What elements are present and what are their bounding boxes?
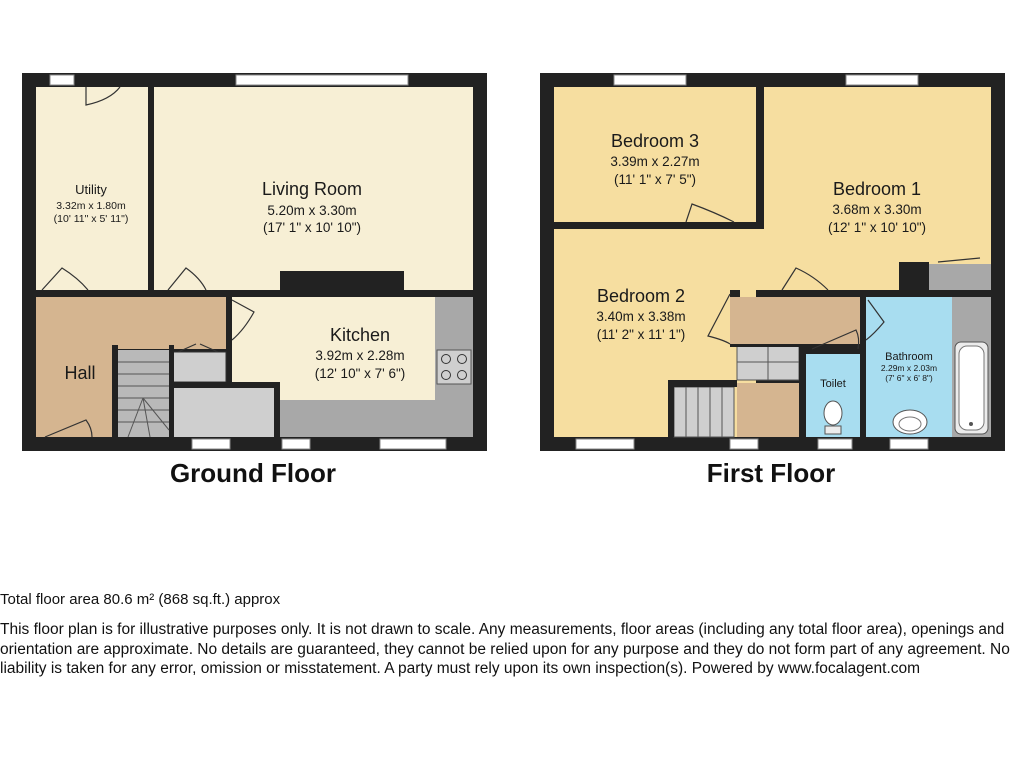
svg-text:2.29m x 2.03m: 2.29m x 2.03m bbox=[880, 363, 938, 373]
svg-text:5.20m x 3.30m: 5.20m x 3.30m bbox=[267, 203, 357, 218]
total-floor-area: Total floor area 80.6 m² (868 sq.ft.) approx bbox=[0, 591, 281, 608]
toilet-label: Toilet bbox=[820, 378, 846, 390]
svg-text:Living Room: Living Room bbox=[261, 179, 363, 199]
window bbox=[846, 75, 918, 85]
hob-icon bbox=[437, 350, 471, 384]
basin-icon bbox=[893, 410, 927, 434]
svg-text:(12' 1" x 10' 10"): (12' 1" x 10' 10") bbox=[827, 220, 927, 235]
window bbox=[192, 439, 230, 449]
svg-text:3.92m x 2.28m: 3.92m x 2.28m bbox=[315, 348, 405, 363]
bathtub-icon bbox=[955, 342, 988, 434]
svg-text:3.39m x 2.27m: 3.39m x 2.27m bbox=[610, 154, 700, 169]
svg-text:(10' 11" x 5' 11"): (10' 11" x 5' 11") bbox=[53, 213, 129, 225]
window bbox=[380, 439, 446, 449]
window bbox=[50, 75, 74, 85]
first-floor-plan bbox=[540, 73, 1005, 451]
svg-text:Utility: Utility bbox=[75, 182, 107, 197]
svg-text:Bathroom: Bathroom bbox=[885, 351, 933, 363]
window bbox=[890, 439, 928, 449]
svg-text:Bedroom 1: Bedroom 1 bbox=[832, 179, 922, 199]
svg-text:Bedroom 3: Bedroom 3 bbox=[610, 131, 700, 151]
window bbox=[236, 75, 408, 85]
svg-text:Bedroom 2: Bedroom 2 bbox=[596, 286, 686, 306]
svg-text:Kitchen: Kitchen bbox=[329, 325, 391, 345]
svg-text:3.40m x 3.38m: 3.40m x 3.38m bbox=[596, 309, 686, 324]
window bbox=[730, 439, 758, 449]
bedroom1-label bbox=[828, 179, 926, 235]
toilet-icon bbox=[824, 401, 842, 434]
bedroom2-label bbox=[596, 286, 685, 342]
living-room-label bbox=[262, 179, 362, 235]
disclaimer-text: This floor plan is for illustrative purposes only. It is not drawn to scale. Any measurements, floor areas (including any total floor area), openings and orientation are approximate. No details are guaranteed, they cannot be relied upon for any purpose and they do not form part of any agreement. No liability is taken for any error, omission or misstatement. A party must rely upon its own inspection(s). Powered by www.focalagent.com bbox=[0, 621, 1010, 677]
window bbox=[576, 439, 634, 449]
svg-text:3.32m x 1.80m: 3.32m x 1.80m bbox=[56, 200, 126, 212]
first-floor-title: First Floor bbox=[706, 458, 836, 488]
window bbox=[282, 439, 310, 449]
bathroom-label bbox=[881, 351, 937, 383]
svg-text:(12' 10" x 7' 6"): (12' 10" x 7' 6") bbox=[314, 366, 406, 381]
svg-text:(11' 1" x 7' 5"): (11' 1" x 7' 5") bbox=[613, 172, 697, 187]
svg-text:(11' 2" x 11' 1"): (11' 2" x 11' 1") bbox=[596, 327, 686, 342]
svg-text:(7' 6" x 6' 8"): (7' 6" x 6' 8") bbox=[885, 373, 933, 383]
window bbox=[818, 439, 852, 449]
wardrobe bbox=[929, 264, 991, 290]
svg-text:3.68m x 3.30m: 3.68m x 3.30m bbox=[832, 202, 922, 217]
bedroom3-label bbox=[610, 131, 699, 187]
hall-label: Hall bbox=[64, 363, 96, 383]
ground-floor-title: Ground Floor bbox=[169, 458, 337, 488]
svg-text:(17' 1" x 10' 10"): (17' 1" x 10' 10") bbox=[262, 220, 362, 235]
window bbox=[614, 75, 686, 85]
ground-floor-plan bbox=[22, 73, 487, 451]
landing-room bbox=[730, 297, 866, 344]
